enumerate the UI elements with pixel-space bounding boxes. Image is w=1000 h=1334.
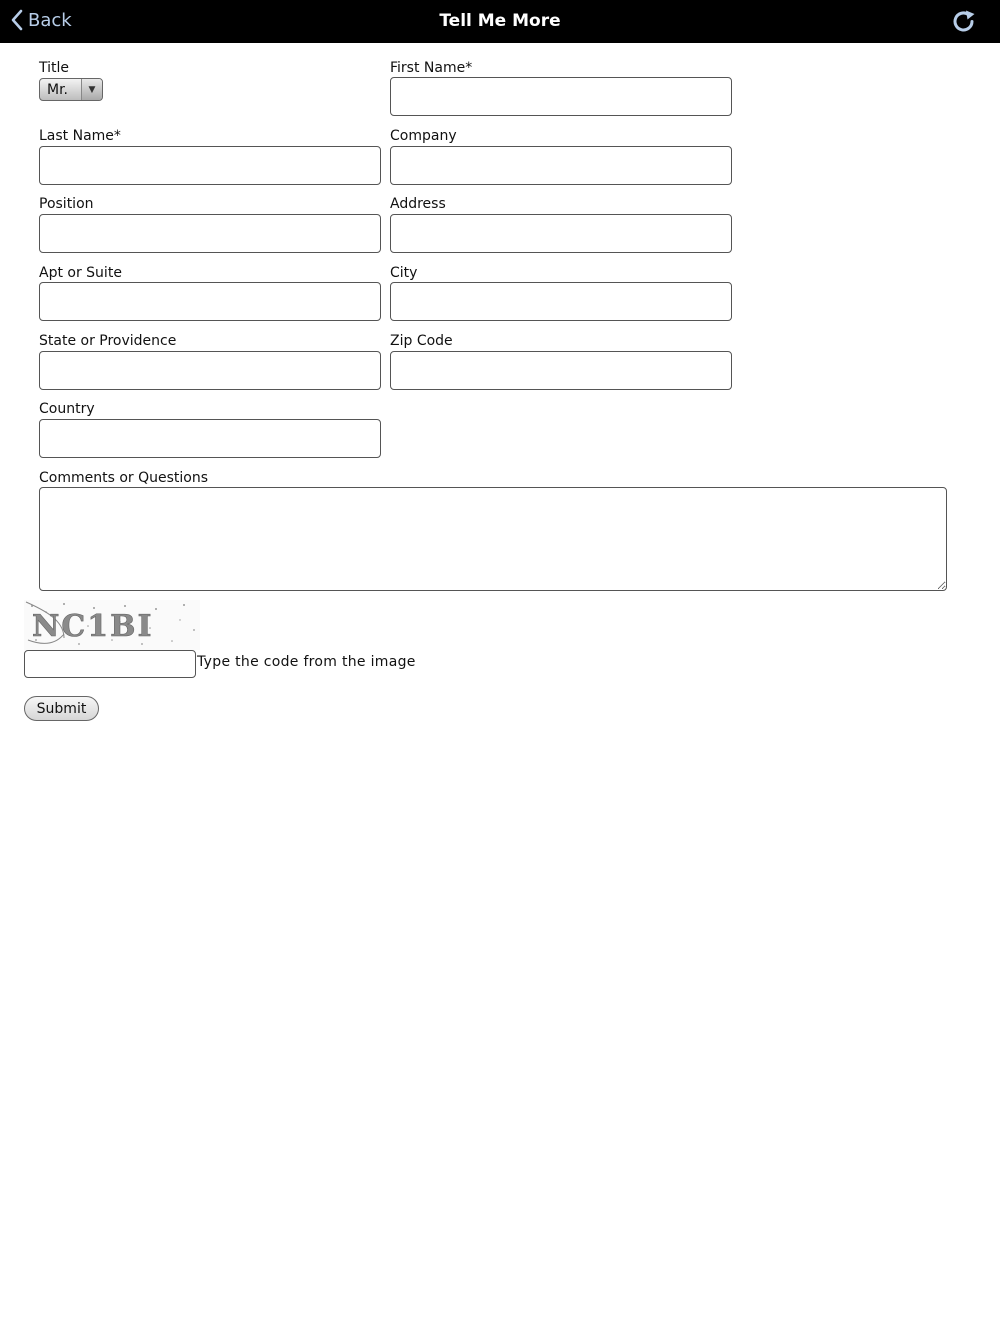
comments-label: Comments or Questions <box>39 470 209 486</box>
country-label: Country <box>39 401 95 417</box>
first-name-label: First Name* <box>390 60 473 76</box>
page-title: Tell Me More <box>439 11 561 31</box>
address-input[interactable] <box>390 214 732 253</box>
back-label: Back <box>28 9 72 31</box>
captcha-input[interactable] <box>24 650 196 678</box>
zip-code-input[interactable] <box>390 351 732 390</box>
city-input[interactable] <box>390 282 732 321</box>
state-input[interactable] <box>39 351 381 390</box>
captcha-image <box>24 600 200 650</box>
apt-suite-label: Apt or Suite <box>39 265 122 281</box>
company-label: Company <box>390 128 457 144</box>
company-input[interactable] <box>390 146 732 185</box>
last-name-input[interactable] <box>39 146 381 185</box>
dropdown-arrow-icon: ▼ <box>81 79 102 100</box>
title-selected-value: Mr. <box>47 81 68 98</box>
captcha-code-text: NC1BI <box>32 609 154 644</box>
address-label: Address <box>390 196 446 212</box>
zip-code-label: Zip Code <box>390 333 453 349</box>
navigation-bar <box>0 0 1000 43</box>
title-label: Title <box>39 60 70 76</box>
refresh-icon[interactable] <box>950 8 978 36</box>
apt-suite-input[interactable] <box>39 282 381 321</box>
comments-textarea[interactable] <box>39 487 947 591</box>
first-name-input[interactable] <box>390 77 732 116</box>
city-label: City <box>390 265 418 281</box>
submit-button[interactable]: Submit <box>24 696 99 721</box>
title-select[interactable] <box>39 78 103 101</box>
captcha-instruction: Type the code from the image <box>197 654 416 670</box>
state-label: State or Providence <box>39 333 177 349</box>
position-label: Position <box>39 196 94 212</box>
position-input[interactable] <box>39 214 381 253</box>
last-name-label: Last Name* <box>39 128 121 144</box>
country-input[interactable] <box>39 419 381 458</box>
